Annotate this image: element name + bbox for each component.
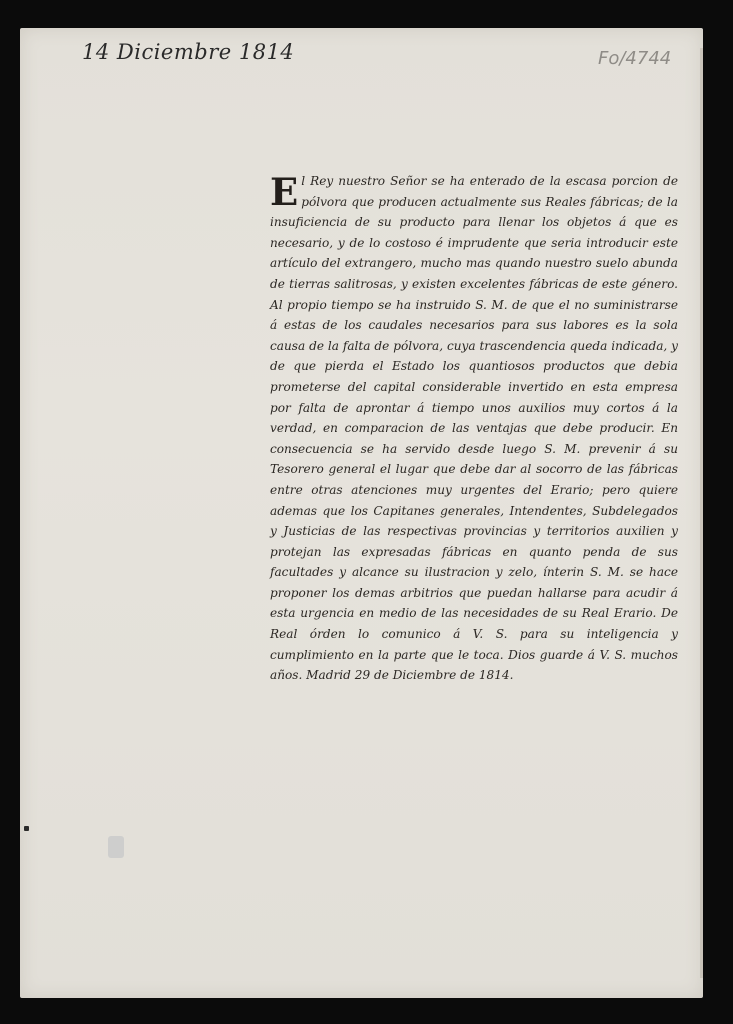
royal-order-text: [270, 171, 678, 686]
handwritten-date: 14 Diciembre 1814: [82, 40, 295, 64]
drop-cap: E: [270, 170, 299, 214]
document-page: [20, 28, 703, 998]
archive-reference: Fo/4744: [598, 48, 672, 69]
faint-stamp-mark: [108, 836, 124, 858]
body-paragraph: l Rey nuestro Señor se ha enterado de la escasa porcion de pólvora que producen actualmente sus Reales fábricas; de la insuficiencia de su producto para llenar los objetos á que es necesario, y de lo costoso é imprudente que seria introducir este artículo del extrangero, mucho mas quando nuestro suelo abunda de tierras salitrosas, y existen excelentes fábricas de este género. Al propio tiempo se ha instruido S. M. de que el no suministrarse á estas de los caudales necesarios para sus labores es la sola causa de la falta de pólvora, cuya trascendencia queda indicada, y de que pierda el Estado los quantiosos productos que debia prometerse del capital considerable invertido en esta empresa por falta de aprontar á tiempo unos auxilios muy cortos á la verdad, en comparacion de las ventajas que debe producir. En consecuencia se ha servido desde luego S. M. prevenir á su Tesorero general el lugar que debe dar al socorro de las fábricas entre otras atenciones muy urgentes del Erario; pero quiere ademas que los Capitanes generales, Intendentes, Subdelegados y Justicias de las respectivas provincias y territorios auxilien y protejan las expresadas fábricas en quanto penda de sus facultades y alcance su ilustracion y zelo, ínterin S. M. se hace proponer los demas arbitrios que puedan hallarse para acudir á esta urgencia en medio de las necesidades de su Real Erario. De Real órden lo comunico á V. S. para su inteligencia y cumplimiento en la parte que le toca. Dios guarde á V. S. muchos años. Madrid 29 de Diciembre de 1814.: [270, 174, 678, 683]
edge-mark: [24, 826, 29, 831]
